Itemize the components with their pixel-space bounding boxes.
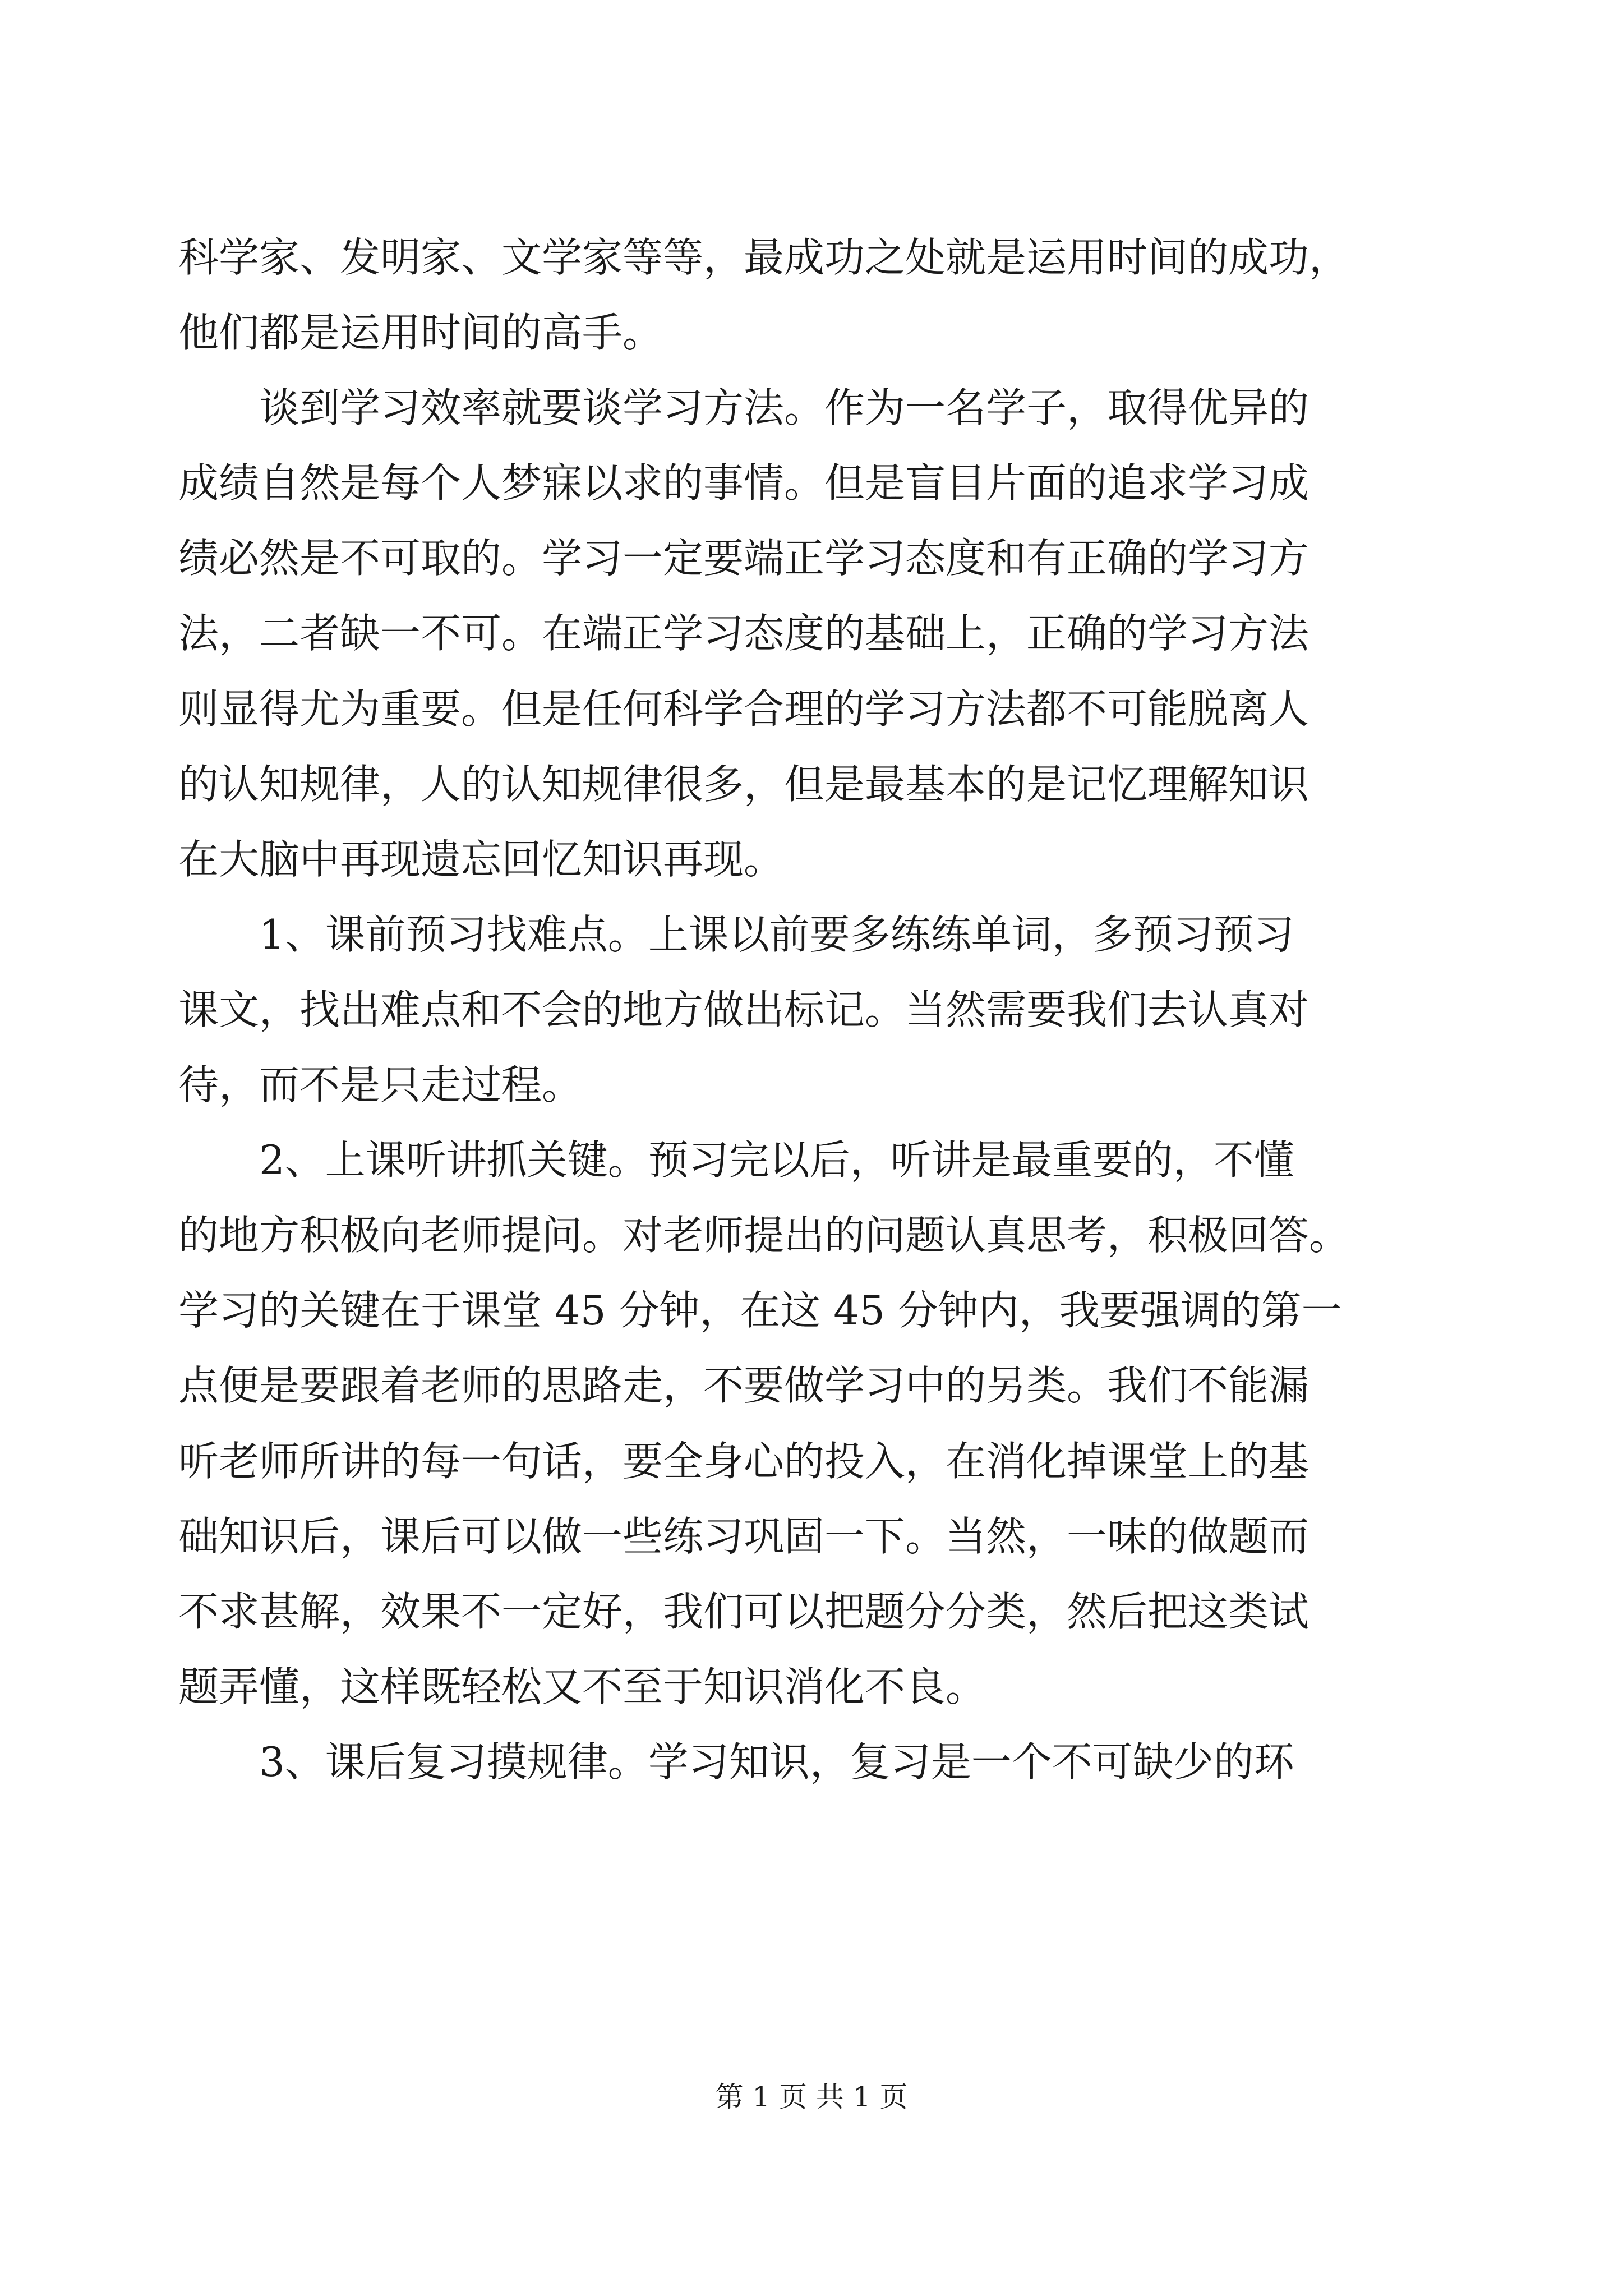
page-footer: 第 1 页 共 1 页 [715, 2081, 908, 2113]
text-line: 听老师所讲的每一句话，要全身心的投入，在消化掉课堂上的基 [178, 1437, 1310, 1485]
body-text [178, 220, 1445, 1800]
text-line: 在大脑中再现遗忘回忆知识再现。 [178, 835, 785, 883]
text-line: 他们都是运用时间的高手。 [178, 309, 663, 357]
text-line: 点便是要跟着老师的思路走，不要做学习中的另类。我们不能漏 [178, 1362, 1310, 1410]
text-line: 不求甚解，效果不一定好，我们可以把题分分类，然后把这类试 [178, 1588, 1310, 1635]
text-line: 的认知规律，人的认知规律很多，但是最基本的是记忆理解知识 [178, 760, 1310, 808]
text-line: 1、课前预习找难点。上课以前要多练练单词，多预习预习 [178, 910, 1294, 958]
text-line: 课文，找出难点和不会的地方做出标记。当然需要我们去认真对 [178, 986, 1310, 1033]
text-line: 成绩自然是每个人梦寐以求的事情。但是盲目片面的追求学习成 [178, 459, 1310, 507]
text-line: 绩必然是不可取的。学习一定要端正学习态度和有正确的学习方 [178, 535, 1310, 582]
text-line: 科学家、发明家、文学家等等，最成功之处就是运用时间的成功， [178, 234, 1350, 281]
text-line: 础知识后，课后可以做一些练习巩固一下。当然，一味的做题而 [178, 1512, 1310, 1560]
text-line: 学习的关键在于课堂 45 分钟，在这 45 分钟内，我要强调的第一 [178, 1287, 1342, 1335]
text-line: 2、上课听讲抓关键。预习完以后，听讲是最重要的，不懂 [178, 1137, 1294, 1184]
text-line: 3、课后复习摸规律。学习知识，复习是一个不可缺少的环 [178, 1738, 1294, 1786]
text-line: 待，而不是只走过程。 [178, 1061, 583, 1109]
text-line: 的地方积极向老师提问。对老师提出的问题认真思考，积极回答。 [178, 1212, 1350, 1259]
text-line: 法，二者缺一不可。在端正学习态度的基础上，正确的学习方法 [178, 610, 1310, 657]
text-line: 题弄懂，这样既轻松又不至于知识消化不良。 [178, 1663, 986, 1710]
text-line: 则显得尤为重要。但是任何科学合理的学习方法都不可能脱离人 [178, 685, 1310, 733]
text-line: 谈到学习效率就要谈学习方法。作为一名学子，取得优异的 [178, 384, 1310, 432]
